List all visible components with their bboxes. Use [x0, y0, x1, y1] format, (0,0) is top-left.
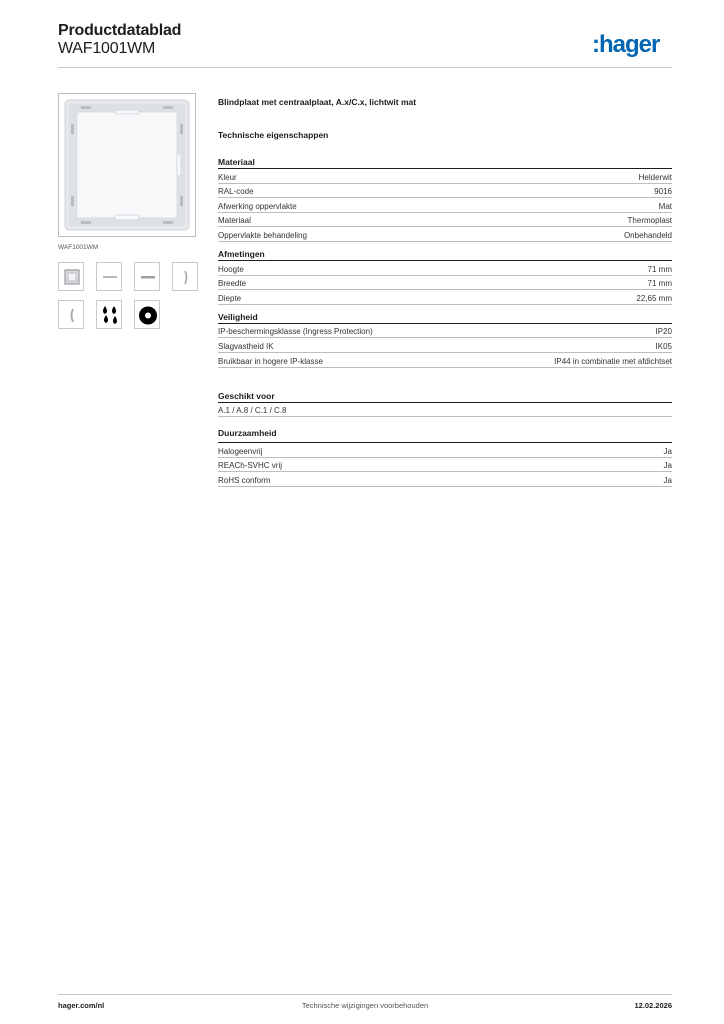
spec-label: Afwerking oppervlakte	[218, 201, 297, 211]
frame-icon	[58, 262, 84, 291]
product-image-column	[58, 93, 196, 251]
section-title: Duurzaamheid	[218, 427, 672, 443]
spec-row	[218, 353, 672, 368]
spec-row	[218, 169, 672, 184]
side-profile-icon	[172, 262, 198, 291]
section-title: Geschikt voor	[218, 390, 672, 403]
spec-row	[218, 443, 672, 458]
spec-value: Ja	[663, 475, 672, 485]
footer-website-link[interactable]: hager.com/nl	[58, 1001, 105, 1010]
page-header	[58, 22, 672, 68]
spec-value: IP44 in combinatie met afdichtset	[554, 356, 672, 366]
spec-row	[218, 276, 672, 291]
spec-row	[218, 338, 672, 353]
spec-section-geschikt-voor	[218, 390, 672, 418]
spec-row	[218, 184, 672, 199]
spec-label: REACh-SVHC vrij	[218, 461, 283, 471]
footer-disclaimer: Technische wijzigingen voorbehouden	[301, 1001, 429, 1010]
specifications-title: Technische eigenschappen	[218, 130, 329, 140]
spec-label: Slagvastheid IK	[218, 341, 274, 351]
spec-section-afmetingen	[218, 248, 672, 305]
ring-icon	[134, 300, 160, 329]
spec-label: Hoogte	[218, 264, 244, 274]
spec-row	[218, 198, 672, 213]
specifications-column	[218, 97, 672, 493]
blind-plate-image	[59, 94, 195, 236]
side-profile-icon	[58, 300, 84, 329]
spec-value: Ja	[663, 461, 672, 471]
spec-label: Diepte	[218, 293, 242, 303]
spec-value: Ja	[663, 446, 672, 456]
spec-label: RoHS conform	[218, 475, 271, 485]
water-drops-icon	[96, 300, 122, 329]
product-code: WAF1001WM	[58, 40, 156, 57]
product-description: Blindplaat met centraalplaat, A.x/C.x, lichtwit mat	[218, 97, 417, 107]
spec-label: Oppervlakte behandeling	[218, 230, 307, 240]
spec-value: Helderwit	[638, 172, 672, 182]
spec-row	[218, 458, 672, 473]
image-caption: WAF1001WM	[58, 244, 99, 251]
spec-label: IP-beschermingsklasse (Ingress Protection)	[218, 327, 373, 337]
spec-value: IK05	[655, 341, 672, 351]
spec-value: Thermoplast	[627, 216, 672, 226]
section-title: Afmetingen	[218, 248, 672, 261]
spec-value: Onbehandeld	[623, 230, 672, 240]
spec-value: 71 mm	[647, 264, 672, 274]
spec-section-veiligheid	[218, 311, 672, 368]
spec-value: 9016	[654, 187, 672, 197]
spec-row	[218, 290, 672, 305]
section-title: Materiaal	[218, 156, 672, 169]
spec-row	[218, 472, 672, 487]
horizontal-line-icon	[134, 262, 160, 291]
spec-label: Materiaal	[218, 216, 251, 226]
section-title: Veiligheid	[218, 311, 672, 324]
footer-date: 12.02.2026	[634, 1001, 672, 1010]
spec-value: 22,65 mm	[636, 293, 672, 303]
spec-label: Breedte	[218, 279, 247, 289]
spec-value: 71 mm	[647, 279, 672, 289]
spec-label: A.1 / A.8 / C.1 / C.8	[218, 406, 287, 416]
page-title: Productdatablad	[58, 22, 182, 39]
spec-section-duurzaamheid	[218, 427, 672, 487]
spec-label: RAL-code	[218, 187, 254, 197]
page-footer	[58, 994, 672, 1014]
spec-label: Halogeenvrij	[218, 446, 263, 456]
spec-label: Kleur	[218, 172, 237, 182]
product-image	[58, 93, 196, 237]
spec-row	[218, 403, 672, 418]
horizontal-line-icon	[96, 262, 122, 291]
spec-row	[218, 213, 672, 228]
spec-row	[218, 324, 672, 339]
spec-row	[218, 261, 672, 276]
hager-logo	[592, 30, 672, 60]
spec-label: Bruikbaar in hogere IP-klasse	[218, 356, 323, 366]
spec-value: Mat	[658, 201, 672, 211]
spec-row	[218, 227, 672, 242]
spec-value: IP20	[655, 327, 672, 337]
spec-section-materiaal	[218, 156, 672, 242]
logo-text: :hager	[592, 31, 660, 58]
